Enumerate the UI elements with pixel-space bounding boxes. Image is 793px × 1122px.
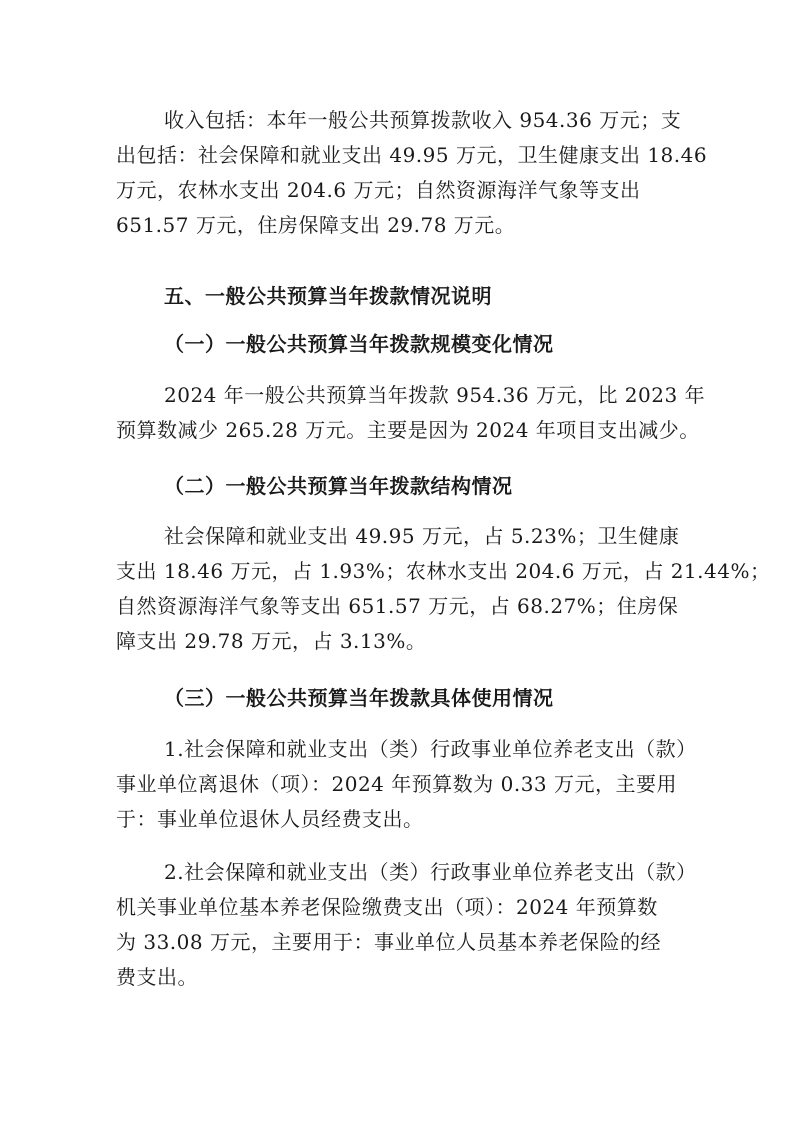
paragraph-line: 为 33.08 万元，主要用于：事业单位人员基本养老保险的经 xyxy=(116,930,661,954)
paragraph-line: 费支出。 xyxy=(116,965,198,989)
paragraph-line: 2.社会保障和就业支出（类）行政事业单位养老支出（款） xyxy=(164,860,697,884)
scale-change-paragraph xyxy=(116,378,706,448)
usage-item-2-paragraph xyxy=(116,855,697,995)
paragraph-line: 社会保障和就业支出 49.95 万元，占 5.23%；卫生健康 xyxy=(164,524,680,548)
paragraph-line: 万元，农林水支出 204.6 万元；自然资源海洋气象等支出 xyxy=(116,178,641,202)
paragraph-line: 收入包括：本年一般公共预算拨款收入 954.36 万元；支 xyxy=(164,108,682,132)
paragraph-line: 2024 年一般公共预算当年拨款 954.36 万元，比 2023 年 xyxy=(164,383,706,407)
paragraph-line: 1.社会保障和就业支出（类）行政事业单位养老支出（款） xyxy=(164,737,697,761)
paragraph-line: 事业单位离退休（项）：2024 年预算数为 0.33 万元，主要用 xyxy=(116,772,678,796)
usage-item-1-paragraph xyxy=(116,732,697,837)
paragraph-line: 自然资源海洋气象等支出 651.57 万元，占 68.27%；住房保 xyxy=(116,594,679,618)
paragraph-line: 预算数减少 265.28 万元。主要是因为 2024 年项目支出减少。 xyxy=(116,418,700,442)
subsection-heading-3: （三）一般公共预算当年拨款具体使用情况 xyxy=(164,686,554,710)
subsection-heading-2: （二）一般公共预算当年拨款结构情况 xyxy=(164,474,513,498)
paragraph-line: 于：事业单位退休人员经费支出。 xyxy=(116,807,424,831)
paragraph-line: 障支出 29.78 万元，占 3.13%。 xyxy=(116,629,427,653)
section-heading: 五、一般公共预算当年拨款情况说明 xyxy=(164,284,492,308)
paragraph-line: 651.57 万元，住房保障支出 29.78 万元。 xyxy=(116,213,516,237)
structure-paragraph xyxy=(116,519,771,659)
paragraph-line: 支出 18.46 万元，占 1.93%；农林水支出 204.6 万元，占 21.44%； xyxy=(116,559,771,583)
intro-paragraph xyxy=(116,103,708,243)
paragraph-line: 出包括：社会保障和就业支出 49.95 万元，卫生健康支出 18.46 xyxy=(116,143,708,167)
paragraph-line: 机关事业单位基本养老保险缴费支出（项）：2024 年预算数 xyxy=(116,895,658,919)
subsection-heading-1: （一）一般公共预算当年拨款规模变化情况 xyxy=(164,332,554,356)
